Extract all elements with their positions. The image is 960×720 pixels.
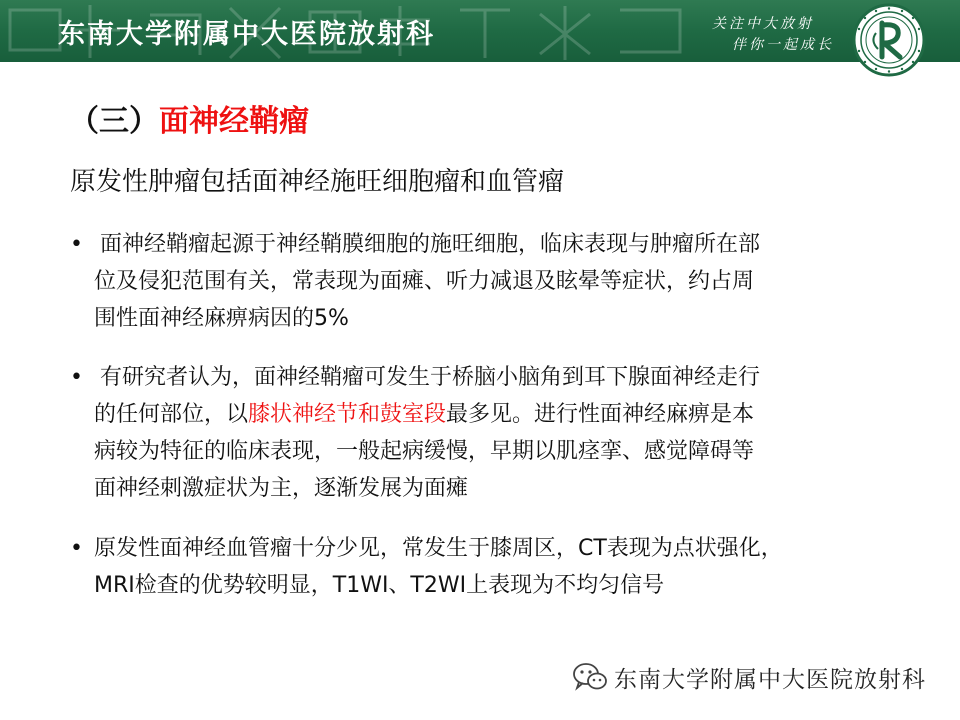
bullet-line (70, 396, 930, 433)
header-banner (0, 0, 960, 62)
bullet-line: 有研究者认为，面神经鞘瘤可发生于桥脑小脑角到耳下腺面神经走行 (100, 365, 761, 390)
bullet-line: 面神经鞘瘤起源于神经鞘膜细胞的施旺细胞，临床表现与肿瘤所在部 (100, 232, 761, 257)
watermark-text: 东南大学附属中大医院放射科 (614, 666, 926, 693)
bullet-line: 围性面神经麻痹病因的5% (94, 306, 349, 331)
bullet-item (70, 530, 930, 604)
bullet-item (70, 359, 930, 507)
bullet-line: 病较为特征的临床表现，一般起病缓慢，早期以肌痉挛、感觉障碍等 (94, 439, 755, 464)
bullet-dot: • (70, 232, 83, 257)
section-heading (69, 102, 309, 142)
bullet-line: 原发性面神经血管瘤十分少见，常发生于膝周区，CT表现为点状强化， (94, 536, 783, 561)
bullet-line: 面神经刺激症状为主，逐渐发展为面瘫 (94, 476, 469, 501)
bullet-dot: • (70, 536, 83, 561)
bullet-line: 位及侵犯范围有关，常表现为面瘫、听力减退及眩晕等症状，约占周 (94, 269, 755, 294)
slogan-line-2: 伴你一起成长 (732, 37, 834, 53)
bullet-text: 最多见。进行性面神经麻痹是本 (446, 402, 755, 427)
department-logo (852, 3, 926, 77)
section-number: （三） (69, 104, 159, 139)
watermark (572, 660, 926, 694)
header-title: 东南大学附属中大医院放射科 (58, 19, 435, 50)
wechat-icon (572, 662, 608, 692)
intro-text: 原发性肿瘤包括面神经施旺细胞瘤和血管瘤 (70, 167, 565, 197)
bullet-text: 的任何部位，以 (94, 402, 249, 427)
bullet-line: MRI检查的优势较明显，T1WI、T2WI上表现为不均匀信号 (94, 573, 665, 598)
section-title: 面神经鞘瘤 (159, 104, 309, 139)
bullet-item (70, 226, 930, 337)
bullet-dot: • (70, 365, 83, 390)
slogan-line-1: 关注中大放射 (712, 16, 814, 32)
highlight-text: 膝状神经节和鼓室段 (248, 402, 447, 427)
